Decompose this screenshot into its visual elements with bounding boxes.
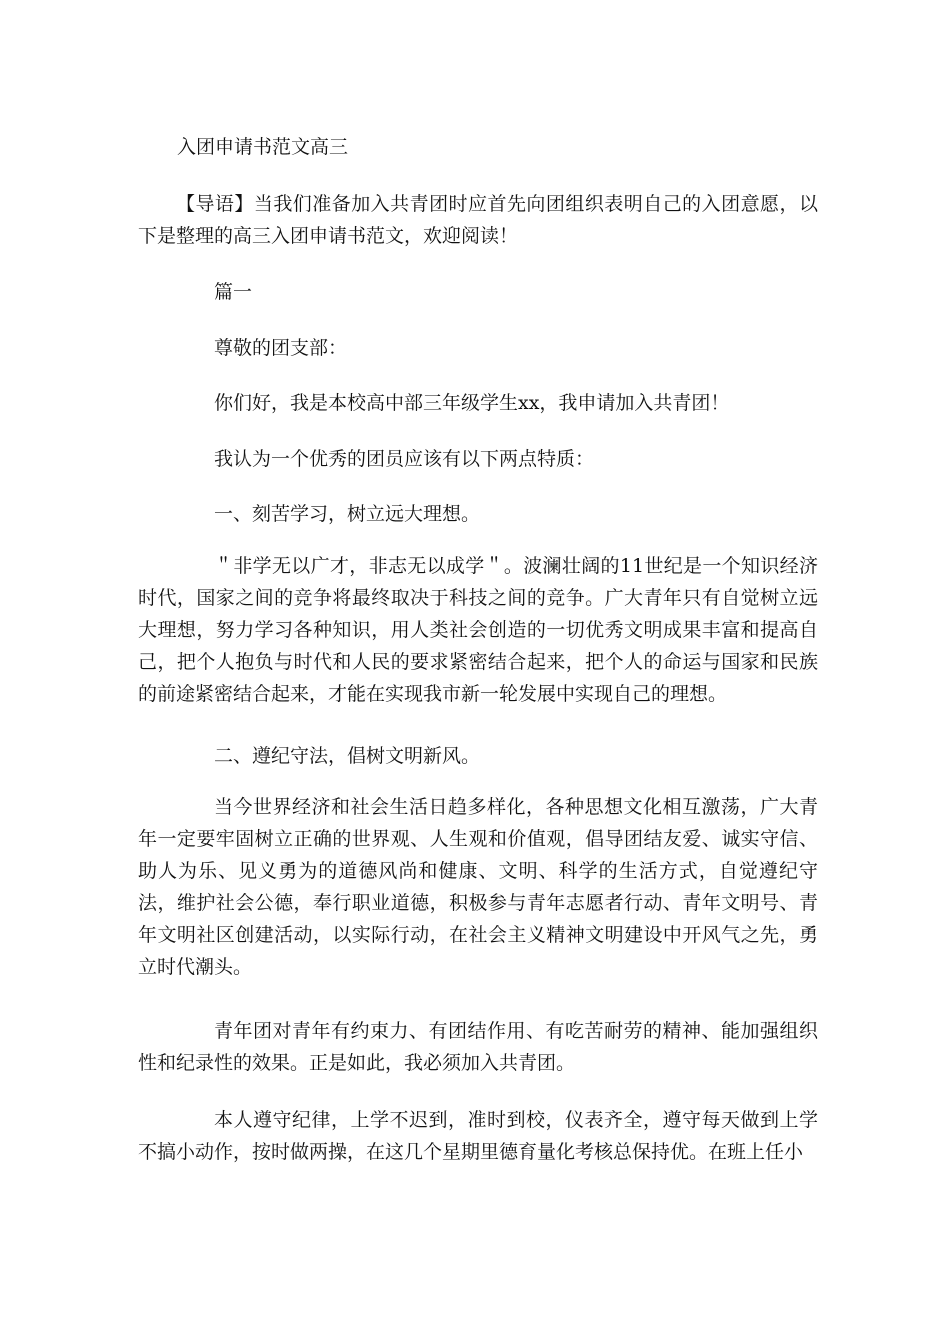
qualities-intro: 我认为一个优秀的团员应该有以下两点特质：	[214, 448, 595, 470]
point-one-body: ＂非学无以广才，非志无以成学＂。波澜壮阔的11世纪是一个知识经济时代，国家之间的竞争将最终取决于科技之间的竞争。广大青年只有自觉树立远大理想，努力学习各种知识，用人类社会创造的一切优秀文明成果丰富和提高自己，把个人抱负与时代和人民的要求紧密结合起来，把个人的命运与国家和民族的前途紧密结合起来，才能在实现我市新一轮发展中实现自己的理想。	[138, 555, 818, 705]
point-two-heading: 二、遵纪守法，倡树文明新风。	[214, 745, 481, 767]
greeting-line: 你们好，我是本校高中部三年级学生xx，我申请加入共青团！	[214, 392, 730, 414]
league-effect-paragraph: 青年团对青年有约束力、有团结作用、有吃苦耐劳的精神、能加强组织性和纪录性的效果。正是如此，我必须加入共青团。	[138, 1020, 818, 1074]
self-description-paragraph: 本人遵守纪律，上学不迟到，准时到校，仪表齐全，遵守每天做到上学不搞小动作，按时做两操，在这几个星期里德育量化考核总保持优。在班上任小	[138, 1109, 818, 1163]
salutation: 尊敬的团支部：	[214, 337, 348, 359]
intro-paragraph: 【导语】当我们准备加入共青团时应首先向团组织表明自己的入团意愿，以下是整理的高三入团申请书范文，欢迎阅读！	[138, 193, 818, 247]
section-label: 篇一	[214, 281, 253, 303]
point-two-body: 当今世界经济和社会生活日趋多样化，各种思想文化相互激荡，广大青年一定要牢固树立正确的世界观、人生观和价值观，倡导团结友爱、诚实守信、助人为乐、见义勇为的道德风尚和健康、文明、科学的生活方式，自觉遵纪守法，维护社会公德，奉行职业道德，积极参与青年志愿者行动、青年文明号、青年文明社区创建活动，以实际行动，在社会主义精神文明建设中开风气之先，勇立时代潮头。	[138, 796, 818, 978]
document-title: 入团申请书范文高三	[177, 136, 349, 158]
point-one-heading: 一、刻苦学习，树立远大理想。	[214, 503, 481, 525]
